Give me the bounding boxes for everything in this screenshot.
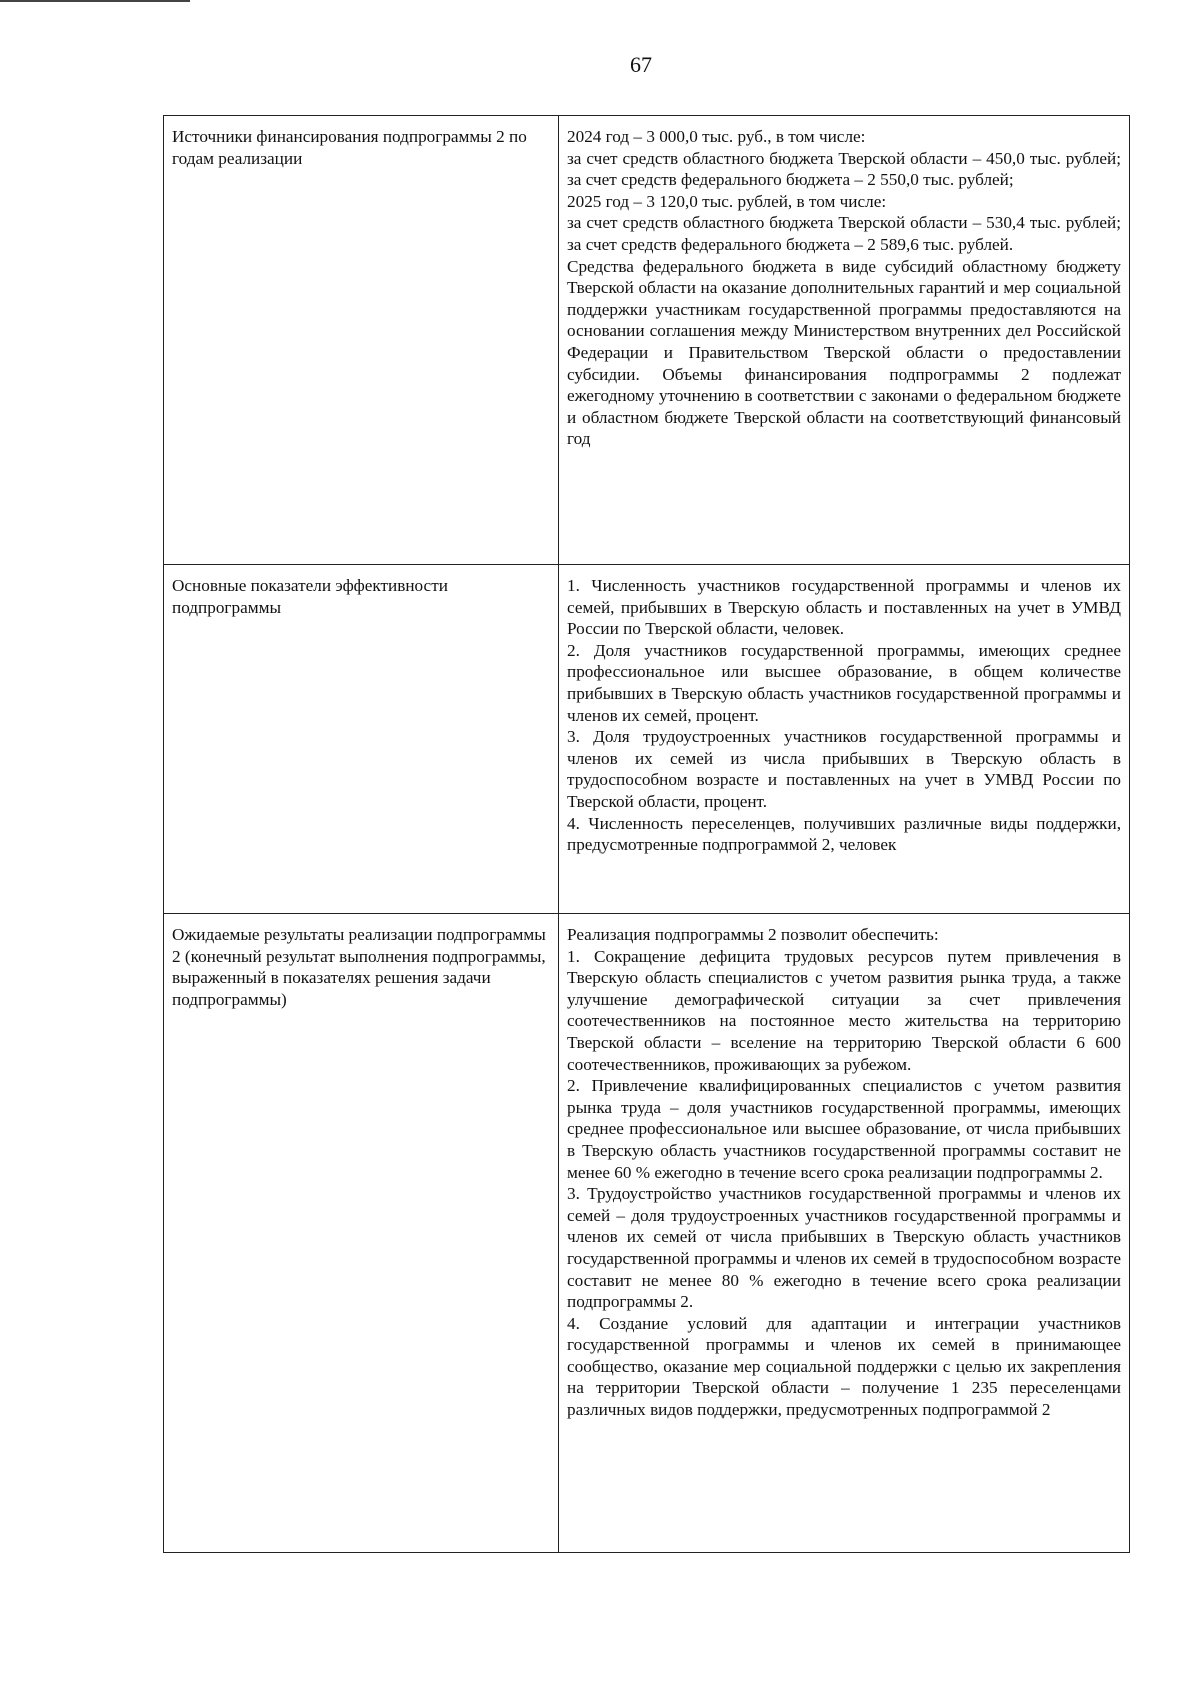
paragraph: 2024 год – 3 000,0 тыс. руб., в том числе: <box>567 127 866 146</box>
paragraph: Средства федерального бюджета в виде субсидий областному бюджету Тверской области на оказание дополнительных гарантий и мер социальной поддержки участникам государственной программы предоставляются на основании соглашения между Министерством внутренних дел Российской Федерации и Правительством Тверской области о предоставлении субсидии. Объемы финансирования подпрограммы 2 подлежат ежегодному уточнению в соответствии с законами о федеральном бюджете и областном бюджете Тверской области на соответствующий финансовый год <box>567 256 1121 449</box>
paragraph: 1. Сокращение дефицита трудовых ресурсов путем привлечения в Тверскую область специалистов с учетом развития рынка труда, а также улучшение демографической ситуации за счет привлечения соотечественников на постоянное место жительства на территорию Тверской области – вселение на территорию Тверской области 6 600 соотечественников, проживающих за рубежом. <box>567 946 1121 1074</box>
row-label-efficiency-indicators <box>164 565 559 914</box>
paragraph: 3. Трудоустройство участников государственной программы и членов их семей – доля трудоустроенных участников государственной программы и членов их семей от числа прибывших в Тверскую область участников государственной программы и членов их семей в трудоспособном возрасте составит не менее 80 % ежегодно в течение всего срока реализации подпрограммы 2. <box>567 1184 1121 1312</box>
row-label-text: Источники финансирования подпрограммы 2 по годам реализации <box>172 127 527 168</box>
paragraph: 4. Численность переселенцев, получивших различные виды поддержки, предусмотренные подпрограммой 2, человек <box>567 813 1121 855</box>
table-row-expected-results <box>164 914 1130 1553</box>
table-row-efficiency-indicators <box>164 565 1130 914</box>
paragraph: за счет средств областного бюджета Тверской области – 530,4 тыс. рублей; за счет средств федерального бюджета – 2 589,6 тыс. рублей. <box>567 213 1121 254</box>
row-content-efficiency-indicators <box>559 565 1130 914</box>
row-label-text: Основные показатели эффективности подпрограммы <box>172 576 448 617</box>
row-content-expected-results <box>559 914 1130 1553</box>
paragraph: 1. Численность участников государственной программы и членов их семей, прибывших в Тверскую область и поставленных на учет в УМВД России по Тверской области, человек. <box>567 576 1121 639</box>
subprogram-passport-table <box>163 115 1130 1553</box>
paragraph: 2. Привлечение квалифицированных специалистов с учетом развития рынка труда – доля участников государственной программы, имеющих среднее профессиональное или высшее образование, от числа прибывших в Тверскую область участников государственной программы составит не менее 60 % ежегодно в течение всего срока реализации подпрограммы 2. <box>567 1076 1121 1182</box>
paragraph: 2025 год – 3 120,0 тыс. рублей, в том числе: <box>567 191 887 211</box>
table-row-financing-sources <box>164 116 1130 565</box>
scan-artifact-line <box>0 0 190 2</box>
row-label-expected-results <box>164 914 559 1553</box>
paragraph: 4. Создание условий для адаптации и интеграции участников государственной программы и членов их семей в принимающее сообщество, оказание мер социальной поддержки с целью их закрепления на территории Тверской области – получение 1 235 переселенцами различных видов поддержки, предусмотренных подпрограммой 2 <box>567 1313 1121 1420</box>
row-content-financing-sources <box>559 116 1130 565</box>
row-label-text: Ожидаемые результаты реализации подпрограммы 2 (конечный результат выполнения подпрограммы, выраженный в показателях решения задачи подпрограммы) <box>172 925 546 1009</box>
paragraph: 3. Доля трудоустроенных участников государственной программы и членов их семей из числа прибывших в Тверскую область в трудоспособном возрасте и поставленных на учет в УМВД России по Тверской области, процент. <box>567 727 1121 811</box>
paragraph: 2. Доля участников государственной программы, имеющих среднее профессиональное или высшее образование, в общем количестве прибывших в Тверскую область участников государственной программы и членов их семей, процент. <box>567 640 1121 725</box>
paragraph: за счет средств областного бюджета Тверской области – 450,0 тыс. рублей; за счет средств федерального бюджета – 2 550,0 тыс. рублей; <box>567 148 1121 190</box>
row-label-financing-sources <box>164 116 559 565</box>
paragraph: Реализация подпрограммы 2 позволит обеспечить: <box>567 925 939 944</box>
page-number: 67 <box>630 52 652 77</box>
